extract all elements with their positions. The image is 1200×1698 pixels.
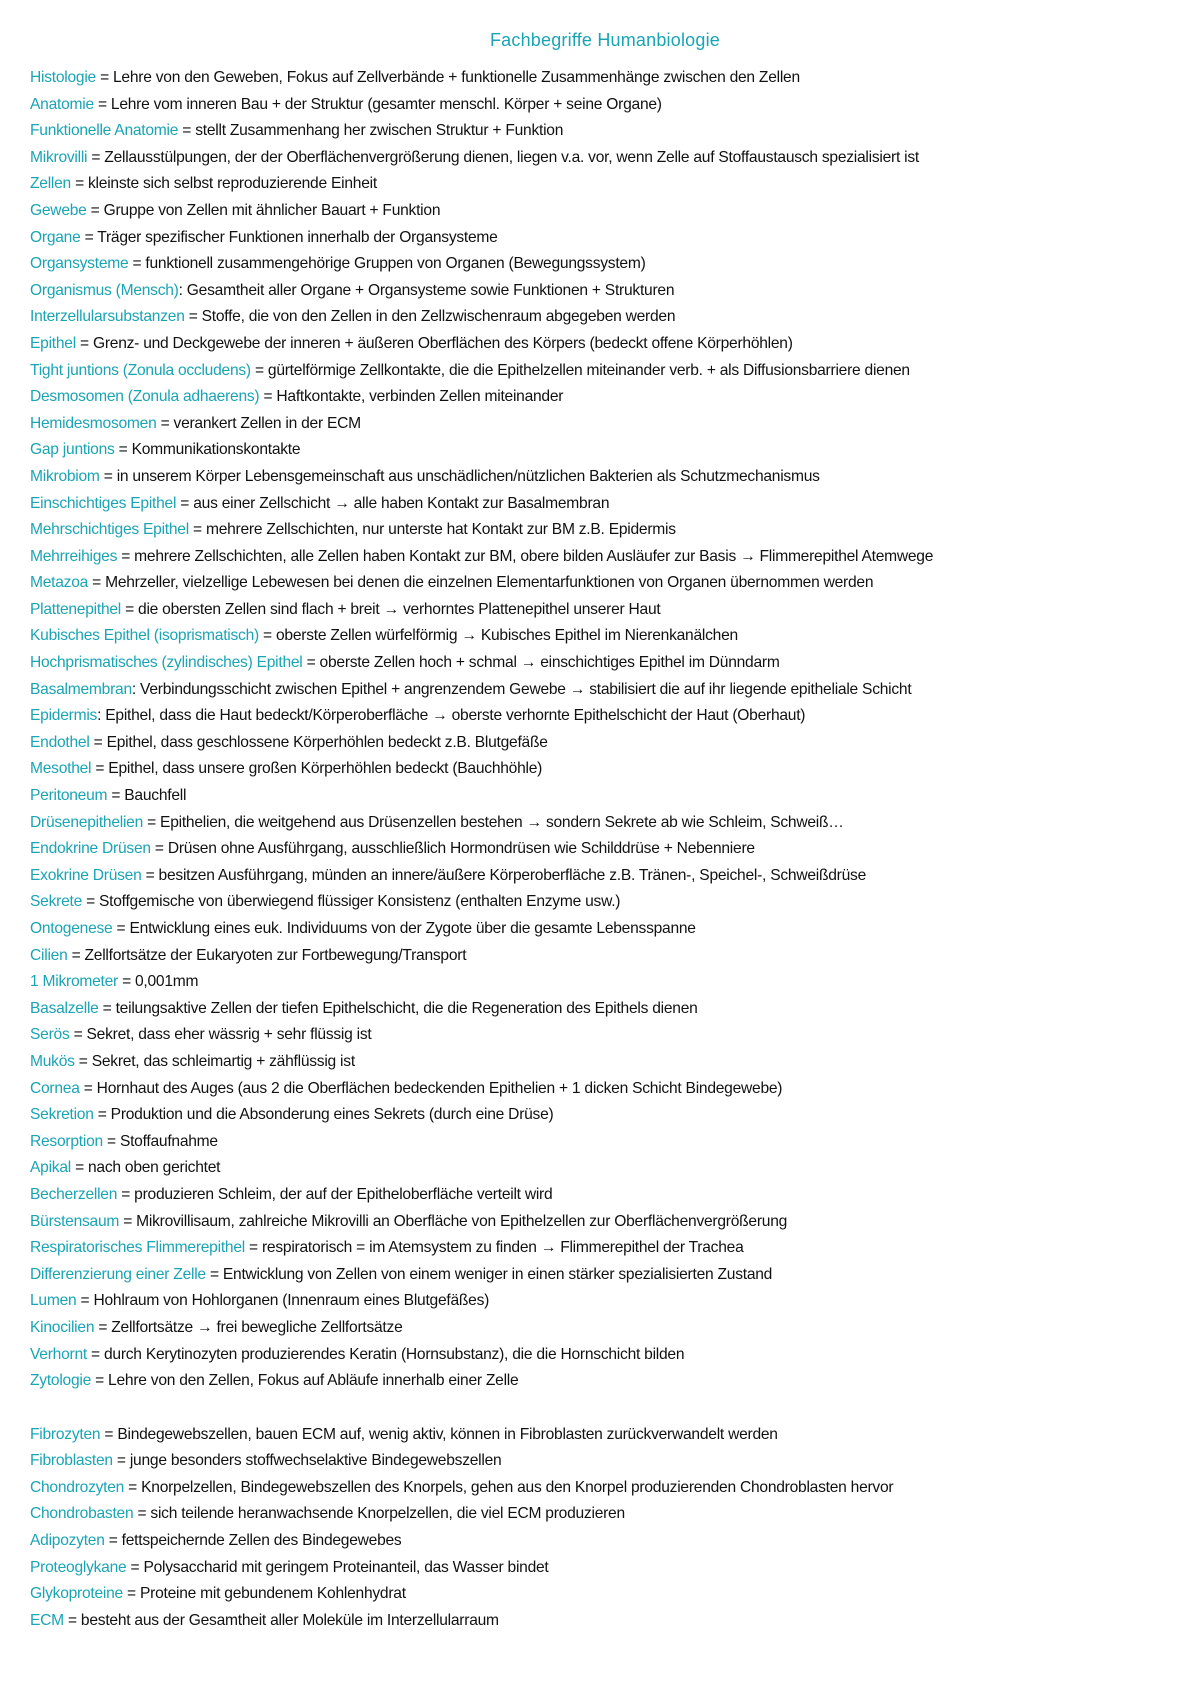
glossary-entry — [30, 1209, 1180, 1236]
glossary-definition: = verankert Zellen in der ECM — [156, 414, 361, 432]
glossary-term: Basalmembran — [30, 680, 132, 698]
glossary-entry — [30, 358, 1180, 385]
glossary-term: Funktionelle Anatomie — [30, 122, 179, 140]
glossary-term: ECM — [30, 1611, 64, 1629]
glossary-entry — [30, 411, 1180, 438]
glossary-entry — [30, 969, 1180, 996]
glossary-term: Lumen — [30, 1292, 77, 1310]
glossary-term: Epidermis — [30, 707, 98, 725]
glossary-term: Organismus (Mensch) — [30, 281, 179, 299]
glossary-term: Histologie — [30, 69, 96, 86]
glossary-term: Sekretion — [30, 1106, 94, 1124]
glossary-entry — [30, 1368, 1180, 1395]
glossary-definition: = Entwicklung eines euk. Individuums von der Zygote über die gesamte Lebensspanne — [112, 920, 696, 937]
glossary-entry — [30, 491, 1180, 518]
glossary-entry — [30, 730, 1180, 757]
glossary-term: Interzellularsubstanzen — [30, 308, 185, 326]
glossary-term: Cornea — [30, 1079, 80, 1097]
glossary-definition: = 0,001mm — [117, 973, 199, 991]
glossary-entry — [30, 1475, 1180, 1502]
glossary-definition: = mehrere Zellschichten, alle Zellen haben Kontakt zur BM, obere bilden Ausläufer zur Basis → Flimmerepithel Atemwege — [117, 547, 934, 565]
glossary-entry — [30, 783, 1180, 810]
glossary-definition: = Epithel, dass unsere großen Körperhöhlen bedeckt (Bauchhöhle) — [91, 760, 543, 778]
glossary-definition: = teilungsaktive Zellen der tiefen Epithelschicht, die die Regeneration des Epithels dienen — [98, 999, 698, 1017]
glossary-entry — [30, 996, 1180, 1023]
glossary-definition: = Bindegewebszellen, bauen ECM auf, wenig aktiv, können in Fibroblasten zurückverwandelt werden — [100, 1425, 778, 1443]
glossary-entry — [30, 1049, 1180, 1076]
glossary-term: Fibroblasten — [30, 1452, 113, 1470]
glossary-term: Zytologie — [30, 1372, 92, 1390]
glossary-definition: = junge besonders stoffwechselaktive Bindegewebszellen — [112, 1452, 502, 1470]
glossary-entry — [30, 836, 1180, 863]
glossary-definition: = sich teilende heranwachsende Knorpelzellen, die viel ECM produzieren — [133, 1505, 625, 1523]
glossary-term: Exokrine Drüsen — [30, 866, 142, 884]
glossary-entry — [30, 570, 1180, 597]
glossary-list — [30, 65, 1180, 1634]
glossary-entry — [30, 1555, 1180, 1582]
glossary-definition: = die obersten Zellen sind flach + breit → verhorntes Plattenepithel unserer Haut — [121, 600, 661, 618]
glossary-definition: = Produktion und die Absonderung eines Sekrets (durch eine Drüse) — [93, 1106, 554, 1124]
glossary-term: Fibrozyten — [30, 1425, 101, 1443]
glossary-definition: = Stoffaufnahme — [102, 1132, 218, 1150]
glossary-term: Endokrine Drüsen — [30, 840, 151, 858]
glossary-term: Zellen — [30, 175, 71, 193]
glossary-term: Gap juntions — [30, 441, 115, 459]
glossary-term: Peritoneum — [30, 787, 108, 805]
glossary-entry — [30, 1155, 1180, 1182]
glossary-entry — [30, 650, 1180, 677]
glossary-term: Respiratorisches Flimmerepithel — [30, 1239, 245, 1257]
glossary-definition: = besitzen Ausführgang, münden an innere/äußere Körperoberfläche z.B. Tränen-, Speichel-, Schweißdrüse — [141, 866, 867, 884]
glossary-definition: = gürtelförmige Zellkontakte, die die Epithelzellen miteinander verb. + als Diffusionsbarriere dienen — [250, 361, 910, 379]
glossary-entry — [30, 677, 1180, 704]
glossary-entry — [30, 1315, 1180, 1342]
glossary-entry — [30, 703, 1180, 730]
glossary-term: Hemidesmosomen — [30, 414, 157, 432]
glossary-definition: = Zellfortsätze → frei bewegliche Zellfortsätze — [94, 1318, 403, 1336]
glossary-entry — [30, 1422, 1180, 1449]
glossary-definition: = Polysaccharid mit geringem Proteinanteil, das Wasser bindet — [126, 1558, 549, 1576]
glossary-entry — [30, 810, 1180, 837]
glossary-definition: = Drüsen ohne Ausführgang, ausschließlich Hormondrüsen wie Schilddrüse + Nebenniere — [150, 840, 755, 858]
glossary-definition: = Sekret, dass eher wässrig + sehr flüssig ist — [69, 1026, 372, 1044]
glossary-definition: = Stoffgemische von überwiegend flüssiger Konsistenz (enthalten Enzyme usw.) — [82, 893, 621, 911]
glossary-definition: = Epithelien, die weitgehend aus Drüsenzellen bestehen → sondern Sekrete ab wie Schleim, Schweiß… — [143, 813, 844, 831]
glossary-term: Mehrreihiges — [30, 547, 118, 565]
glossary-definition: : Epithel, dass die Haut bedeckt/Körperoberfläche → oberste verhornte Epithelschicht der Haut (Oberhaut) — [97, 707, 806, 725]
glossary-term: Glykoproteine — [30, 1585, 123, 1603]
glossary-term: Organe — [30, 228, 81, 246]
glossary-term: Bürstensaum — [30, 1212, 120, 1230]
glossary-entry — [30, 1608, 1180, 1635]
glossary-term: Kinocilien — [30, 1318, 95, 1336]
glossary-definition: = Lehre von den Zellen, Fokus auf Abläufe innerhalb einer Zelle — [91, 1372, 519, 1390]
glossary-entry — [30, 464, 1180, 491]
glossary-term: Plattenepithel — [30, 600, 121, 618]
glossary-definition: = Sekret, das schleimartig + zähflüssig ist — [74, 1052, 355, 1070]
glossary-term: Drüsenepithelien — [30, 813, 144, 831]
glossary-term: Adipozyten — [30, 1532, 105, 1550]
glossary-entry — [30, 1235, 1180, 1262]
glossary-entry — [30, 171, 1180, 198]
glossary-definition: = Kommunikationskontakte — [114, 441, 301, 459]
glossary-entry — [30, 597, 1180, 624]
glossary-term: Anatomie — [30, 95, 94, 113]
glossary-definition: = Haftkontakte, verbinden Zellen miteinander — [259, 388, 564, 406]
glossary-entry — [30, 1581, 1180, 1608]
glossary-term: Sekrete — [30, 893, 82, 911]
glossary-entry — [30, 863, 1180, 890]
glossary-term: Ontogenese — [30, 920, 113, 937]
glossary-definition: = Stoffe, die von den Zellen in den Zellzwischenraum abgegeben werden — [184, 308, 676, 326]
glossary-definition: = Entwicklung von Zellen von einem weniger in einen stärker spezialisierten Zustand — [205, 1265, 773, 1283]
glossary-entry — [30, 943, 1180, 970]
glossary-entry — [30, 278, 1180, 305]
glossary-term: Proteoglykane — [30, 1558, 127, 1576]
glossary-entry — [30, 517, 1180, 544]
glossary-term: Desmosomen (Zonula adhaerens) — [30, 388, 260, 406]
glossary-entry — [30, 756, 1180, 783]
glossary-entry — [30, 1182, 1180, 1209]
glossary-definition: = Bauchfell — [107, 787, 187, 805]
glossary-term: Differenzierung einer Zelle — [30, 1265, 206, 1283]
glossary-entry — [30, 1076, 1180, 1103]
glossary-definition: = Mikrovillisaum, zahlreiche Mikrovilli an Oberfläche von Epithelzellen zur Oberflächenvergrößerung — [119, 1212, 788, 1230]
glossary-definition: = Lehre von den Geweben, Fokus auf Zellverbände + funktionelle Zusammenhänge zwischen den Zellen — [95, 69, 800, 86]
glossary-definition: = Gruppe von Zellen mit ähnlicher Bauart + Funktion — [86, 201, 441, 219]
glossary-entry — [30, 384, 1180, 411]
glossary-term: Verhornt — [30, 1345, 87, 1363]
glossary-entry — [30, 916, 1180, 943]
glossary-term: Gewebe — [30, 201, 87, 219]
glossary-definition: = Knorpelzellen, Bindegewebszellen des Knorpels, gehen aus den Knorpel produzierenden Chondroblasten hervor — [124, 1478, 894, 1496]
glossary-entry — [30, 623, 1180, 650]
glossary-term: Hochprismatisches (zylindisches) Epithel — [30, 654, 303, 672]
glossary-entry — [30, 198, 1180, 225]
glossary-entry — [30, 1102, 1180, 1129]
glossary-entry — [30, 1262, 1180, 1289]
glossary-term: Mehrschichtiges Epithel — [30, 521, 189, 539]
glossary-definition: = aus einer Zellschicht → alle haben Kontakt zur Basalmembran — [176, 494, 610, 512]
glossary-term: Einschichtiges Epithel — [30, 494, 177, 512]
glossary-entry — [30, 118, 1180, 145]
glossary-entry — [30, 1342, 1180, 1369]
glossary-definition: = durch Kerytinozyten produzierendes Keratin (Hornsubstanz), die die Hornschicht bilden — [86, 1345, 685, 1363]
glossary-term: Endothel — [30, 733, 90, 751]
glossary-entry — [30, 1288, 1180, 1315]
glossary-term: Mikrobiom — [30, 467, 100, 485]
glossary-term: Tight juntions (Zonula occludens) — [30, 361, 251, 379]
glossary-definition: = respiratorisch = im Atemsystem zu finden → Flimmerepithel der Trachea — [244, 1239, 744, 1257]
glossary-definition: = Epithel, dass geschlossene Körperhöhlen bedeckt z.B. Blutgefäße — [89, 733, 548, 751]
glossary-definition: = Zellfortsätze der Eukaryoten zur Fortbewegung/Transport — [67, 946, 467, 964]
glossary-term: Organsysteme — [30, 255, 129, 273]
glossary-definition: = fettspeichernde Zellen des Bindegewebes — [104, 1532, 402, 1550]
glossary-entry — [30, 1528, 1180, 1555]
glossary-term: Serös — [30, 1026, 70, 1044]
glossary-entry — [30, 1129, 1180, 1156]
glossary-term: Epithel — [30, 334, 76, 352]
glossary-definition: = Lehre vom inneren Bau + der Struktur (gesamter menschl. Körper + seine Organe) — [93, 95, 662, 113]
glossary-definition: = Träger spezifischer Funktionen innerhalb der Organsysteme — [80, 228, 498, 246]
glossary-definition: = besteht aus der Gesamtheit aller Moleküle im Interzellularraum — [63, 1611, 499, 1629]
glossary-entry — [30, 145, 1180, 172]
glossary-definition: = in unserem Körper Lebensgemeinschaft aus unschädlichen/nützlichen Bakterien als Schutzmechanismus — [99, 467, 820, 485]
glossary-definition: = produzieren Schleim, der auf der Epitheloberfläche verteilt wird — [117, 1185, 553, 1203]
glossary-entry — [30, 437, 1180, 464]
glossary-entry — [30, 331, 1180, 358]
glossary-term: Becherzellen — [30, 1185, 118, 1203]
glossary-term: Mikrovilli — [30, 148, 88, 166]
glossary-term: 1 Mikrometer — [30, 973, 118, 991]
glossary-term: Kubisches Epithel (isoprismatisch) — [30, 627, 259, 645]
glossary-term: Mesothel — [30, 760, 92, 778]
glossary-term: Apikal — [30, 1159, 71, 1177]
glossary-definition: = kleinste sich selbst reproduzierende Einheit — [70, 175, 377, 193]
glossary-term: Basalzelle — [30, 999, 99, 1017]
glossary-entry — [30, 304, 1180, 331]
glossary-term: Mukös — [30, 1052, 75, 1070]
glossary-definition: = mehrere Zellschichten, nur unterste hat Kontakt zur BM z.B. Epidermis — [188, 521, 676, 539]
glossary-entry — [30, 1501, 1180, 1528]
glossary-entry — [30, 251, 1180, 278]
glossary-definition: = oberste Zellen würfelförmig → Kubisches Epithel im Nierenkanälchen — [258, 627, 738, 645]
glossary-definition: = oberste Zellen hoch + schmal → einschichtiges Epithel im Dünndarm — [302, 654, 780, 672]
glossary-definition: = nach oben gerichtet — [70, 1159, 221, 1177]
glossary-entry — [30, 1448, 1180, 1475]
glossary-definition: = Hornhaut des Auges (aus 2 die Oberflächen bedeckenden Epithelien + 1 dicken Schicht Bindegewebe) — [79, 1079, 783, 1097]
glossary-definition: : Verbindungsschicht zwischen Epithel + angrenzendem Gewebe → stabilisiert die auf ihr liegende epitheliale Schicht — [131, 680, 912, 698]
glossary-entry — [30, 889, 1180, 916]
glossary-term: Chondrobasten — [30, 1505, 134, 1523]
document-title: Fachbegriffe Humanbiologie — [489, 30, 720, 50]
glossary-term: Metazoa — [30, 574, 89, 592]
glossary-term: Chondrozyten — [30, 1478, 125, 1496]
glossary-definition: : Gesamtheit aller Organe + Organsysteme sowie Funktionen + Strukturen — [178, 281, 675, 299]
glossary-definition: = funktionell zusammengehörige Gruppen von Organen (Bewegungssystem) — [128, 255, 646, 273]
glossary-definition: = stellt Zusammenhang her zwischen Struktur + Funktion — [178, 122, 564, 140]
glossary-term: Cilien — [30, 946, 68, 964]
glossary-entry — [30, 544, 1180, 571]
glossary-term: Resorption — [30, 1132, 103, 1150]
glossary-definition: = Proteine mit gebundenem Kohlenhydrat — [122, 1585, 406, 1603]
glossary-entry — [30, 65, 1180, 92]
glossary-definition: = Zellausstülpungen, der der Oberflächenvergrößerung dienen, liegen v.a. vor, wenn Zelle auf Stoffaustausch spezialisiert ist — [87, 148, 919, 166]
glossary-entry — [30, 225, 1180, 252]
glossary-definition: = Grenz- und Deckgewebe der inneren + äußeren Oberflächen des Körpers (bedeckt offene Körperhöhlen) — [75, 334, 793, 352]
glossary-entry — [30, 1022, 1180, 1049]
glossary-definition: = Hohlraum von Hohlorganen (Innenraum eines Blutgefäßes) — [76, 1292, 490, 1310]
glossary-entry — [30, 92, 1180, 119]
glossary-definition: = Mehrzeller, vielzellige Lebewesen bei denen die einzelnen Elementarfunktionen von Organen übernommen werden — [88, 574, 874, 592]
